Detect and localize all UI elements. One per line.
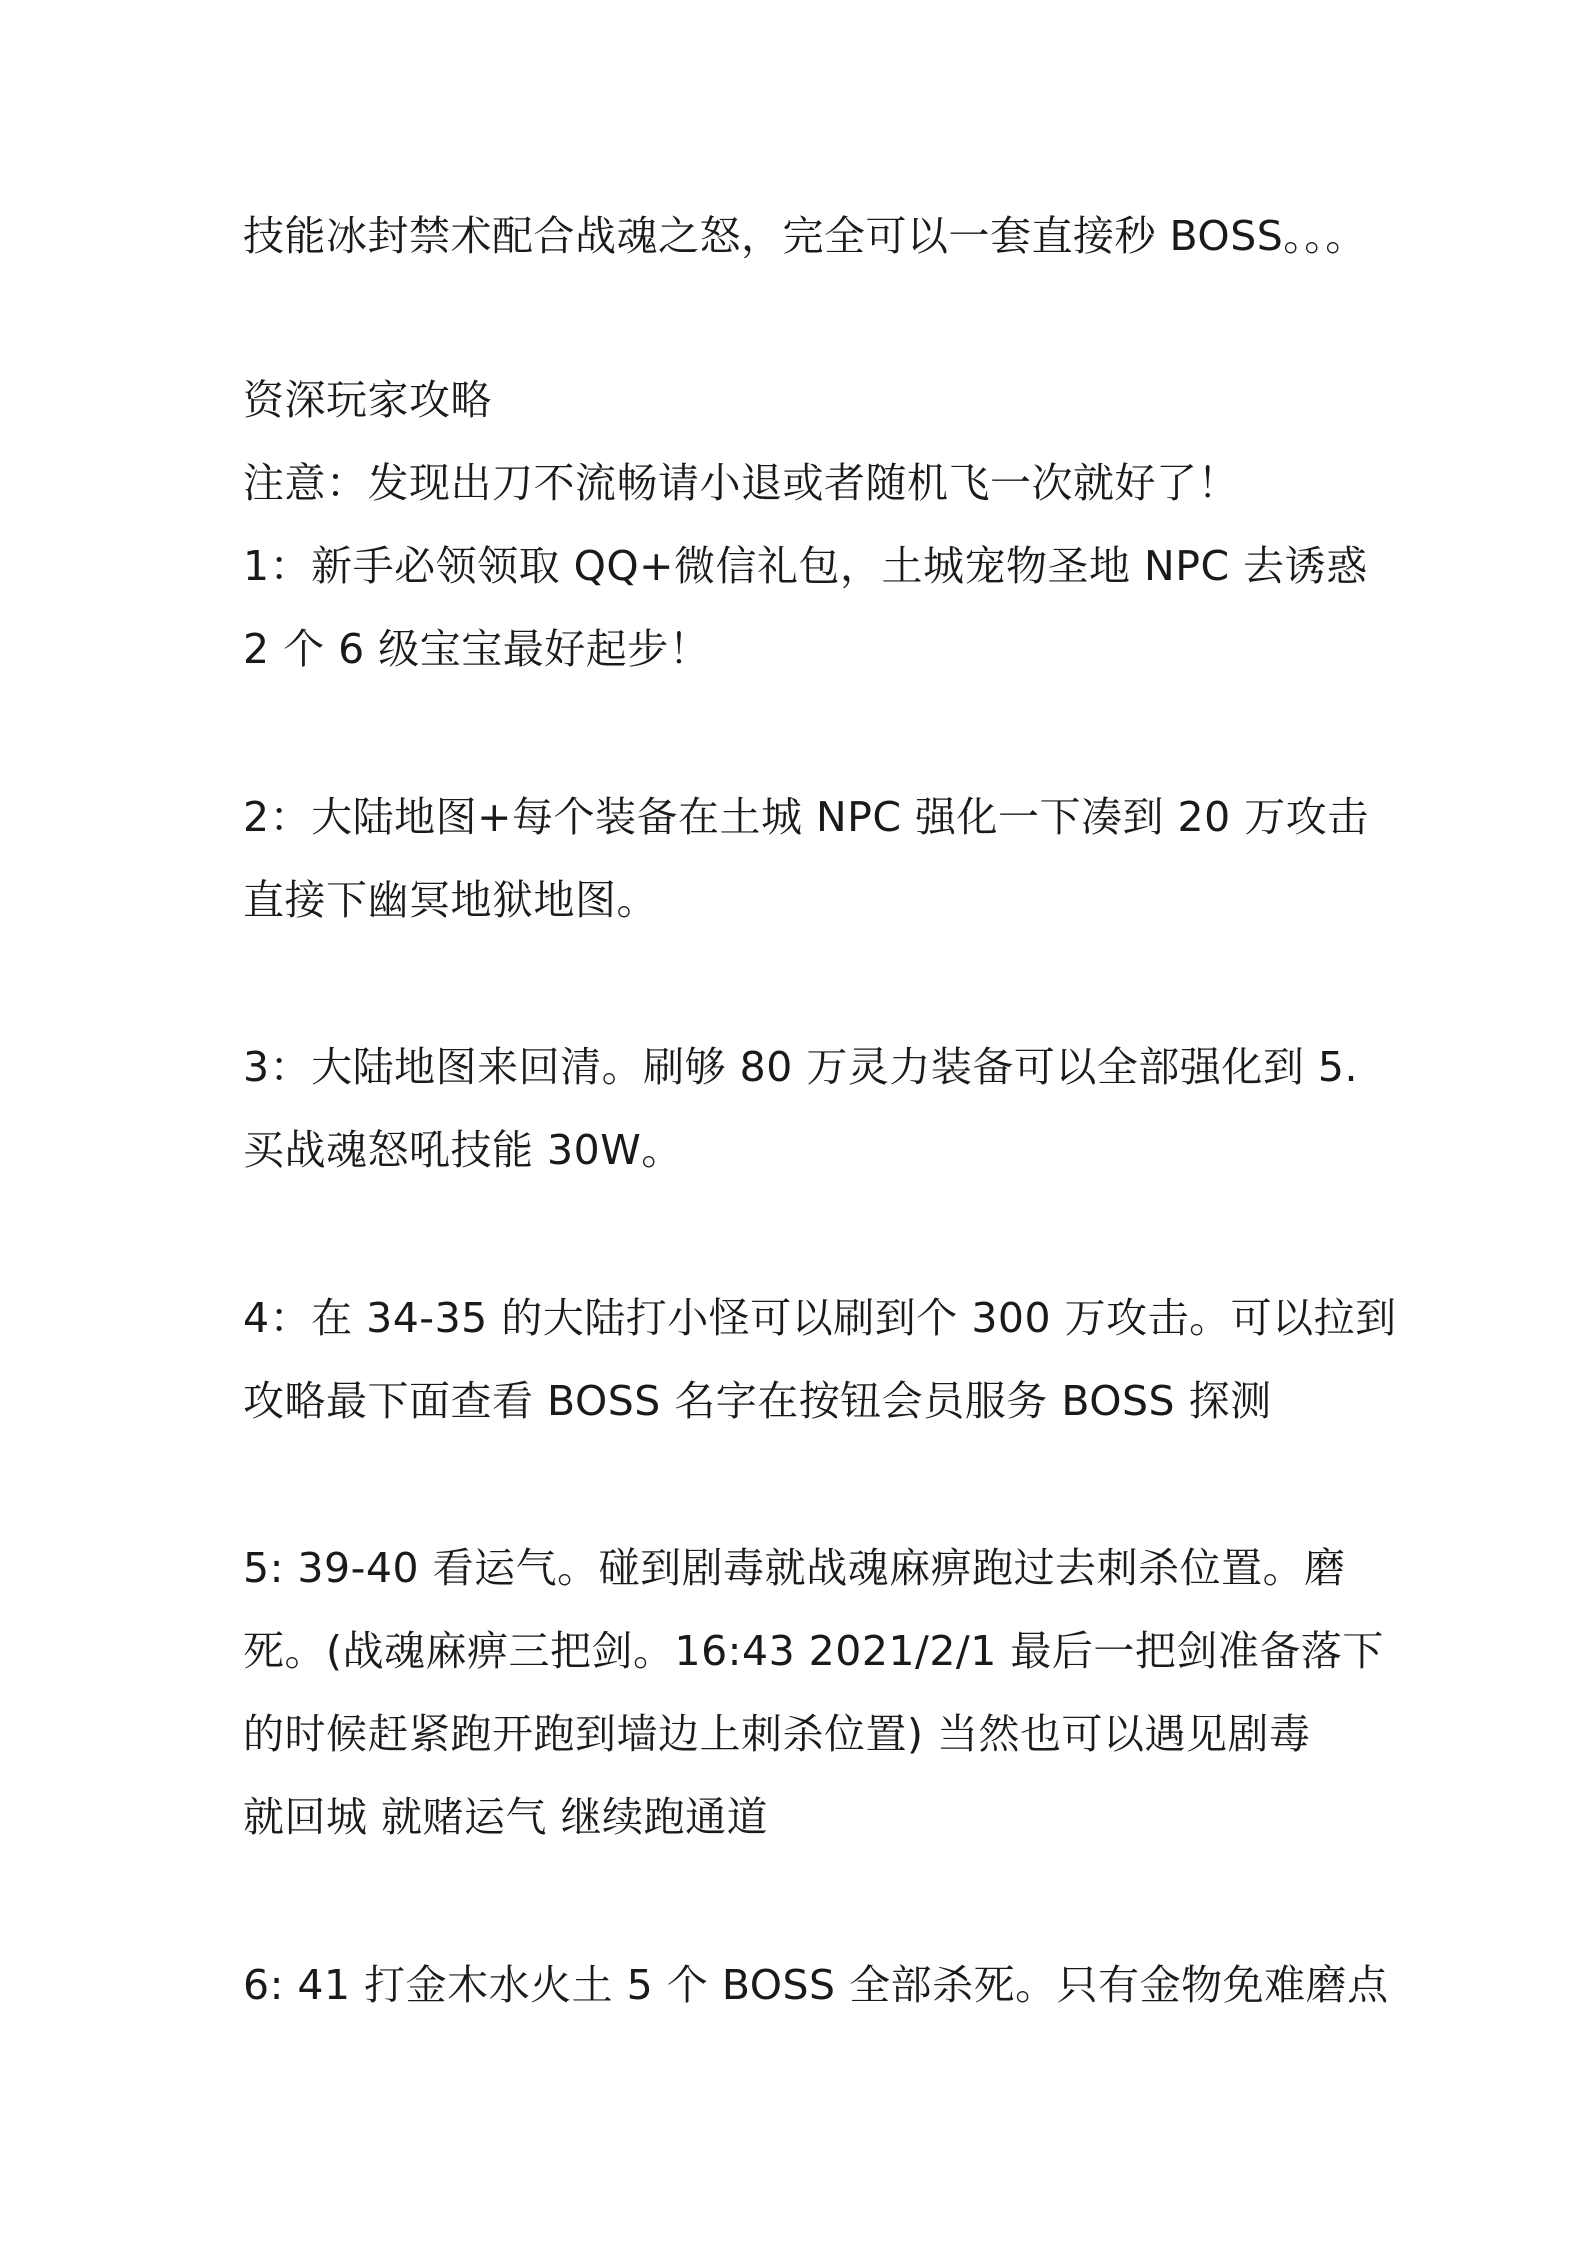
step-5-line-1: 5: 39-40 看运气。碰到剧毒就战魂麻痹跑过去刺杀位置。磨 <box>243 1544 1346 1592</box>
step-3-line-2: 买战魂怒吼技能 30W。 <box>243 1126 683 1174</box>
step-3-line-1: 3：大陆地图来回清。刷够 80 万灵力装备可以全部强化到 5. <box>243 1043 1358 1091</box>
section-heading: 资深玩家攻略 <box>243 376 492 424</box>
step-2-line-2: 直接下幽冥地狱地图。 <box>243 876 658 924</box>
step-1-line-2: 2 个 6 级宝宝最好起步！ <box>243 625 711 673</box>
step-5-line-2: 死。(战魂麻痹三把剑。16:43 2021/2/1 最后一把剑准备落下 <box>243 1627 1384 1675</box>
intro-line: 技能冰封禁术配合战魂之怒，完全可以一套直接秒 BOSS。。。 <box>243 212 1367 260</box>
step-4-line-1: 4：在 34-35 的大陆打小怪可以刷到个 300 万攻击。可以拉到 <box>243 1294 1397 1342</box>
step-5-line-4: 就回城 就赌运气 继续跑通道 <box>243 1793 769 1841</box>
step-5-line-3: 的时候赶紧跑开跑到墙边上刺杀位置) 当然也可以遇见剧毒 <box>243 1710 1311 1758</box>
step-1-line-1: 1：新手必领领取 QQ+微信礼包，土城宠物圣地 NPC 去诱惑 <box>243 542 1368 590</box>
step-2-line-1: 2：大陆地图+每个装备在土城 NPC 强化一下凑到 20 万攻击 <box>243 793 1369 841</box>
step-6-line-1: 6: 41 打金木水火土 5 个 BOSS 全部杀死。只有金物免难磨点 <box>243 1961 1389 2009</box>
notice-line: 注意：发现出刀不流畅请小退或者随机飞一次就好了！ <box>243 459 1239 507</box>
step-4-line-2: 攻略最下面查看 BOSS 名字在按钮会员服务 BOSS 探测 <box>243 1377 1272 1425</box>
